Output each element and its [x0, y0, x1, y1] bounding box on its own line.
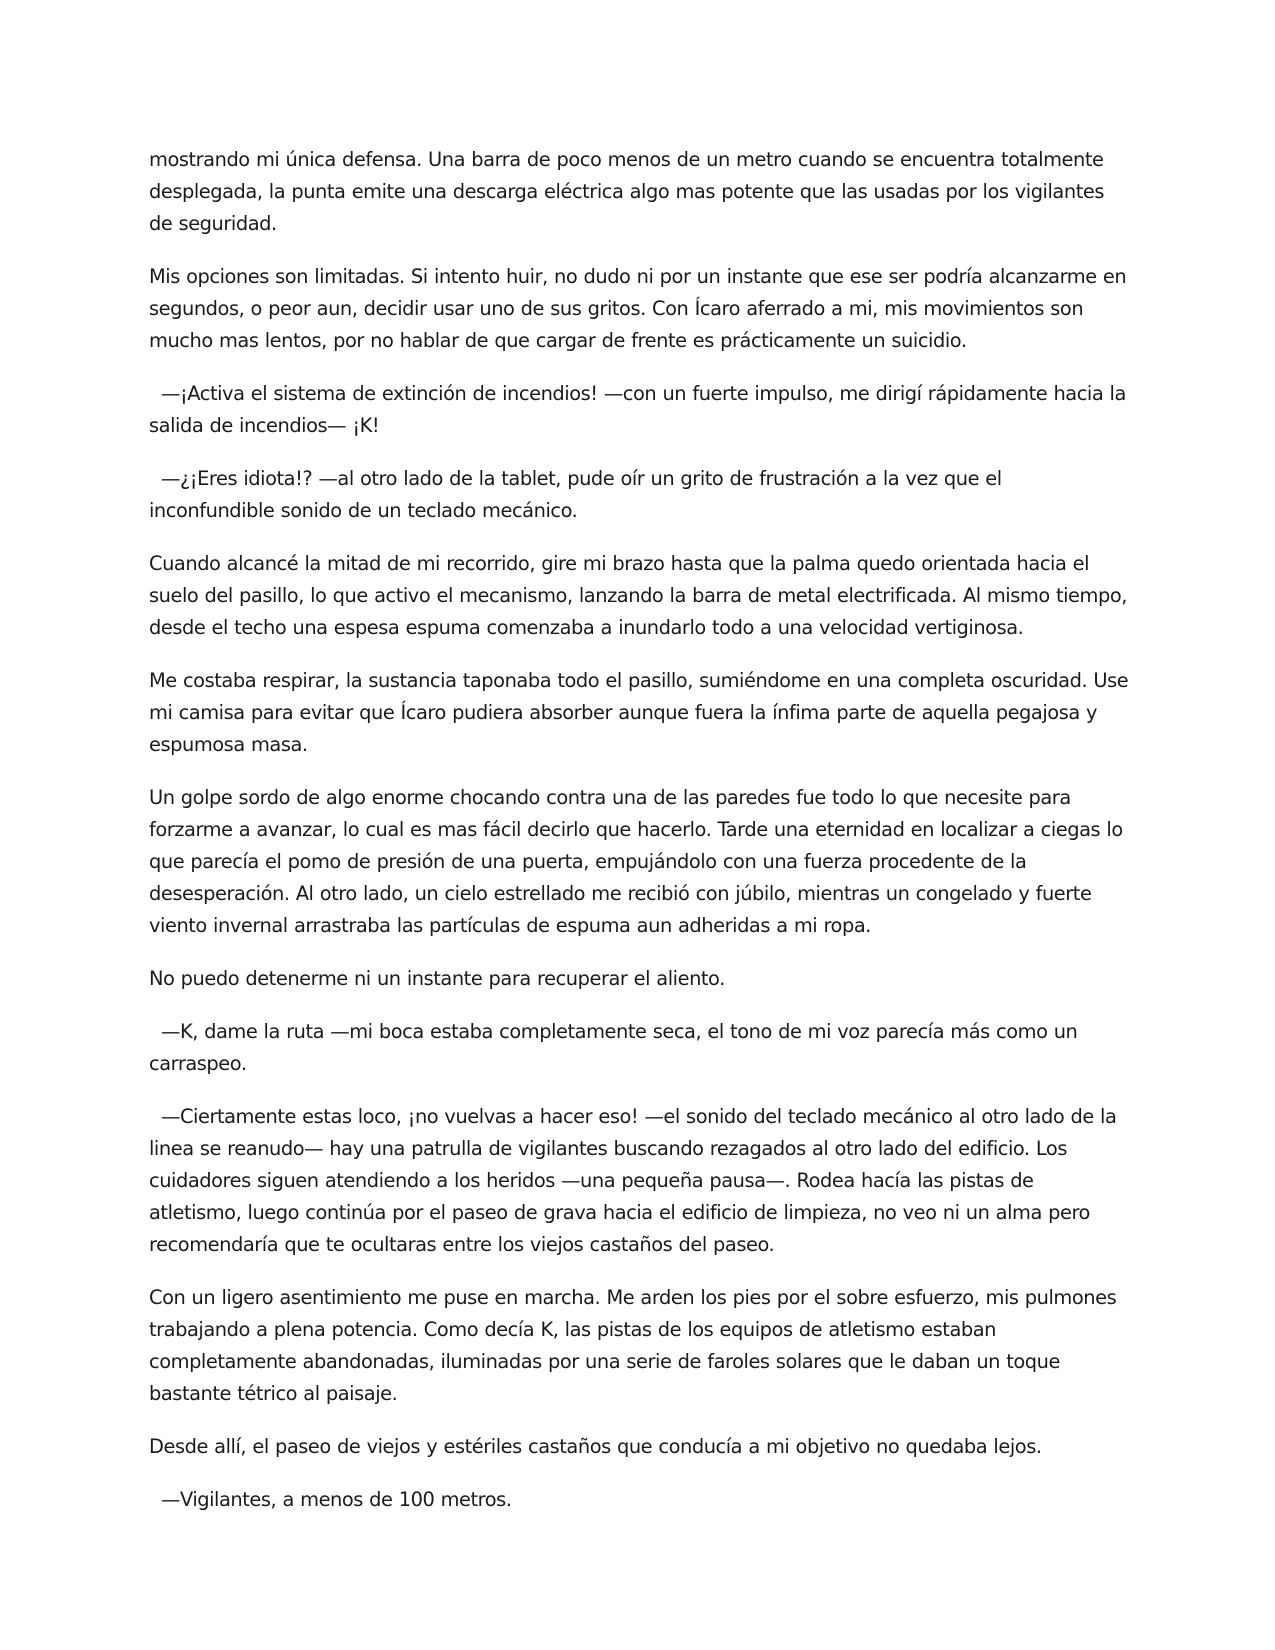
paragraph: Mis opciones son limitadas. Si intento huir, no dudo ni por un instante que ese ser podría alcanzarme en segundos, o peor aun, decidir usar uno de sus gritos. Con Ícaro aferrado a mi, mis movimientos son mucho mas lentos, por no hablar de que cargar de frente es prácticamente un suicidio. — [149, 265, 1127, 352]
paragraph: Desde allí, el paseo de viejos y estériles castaños que conducía a mi objetivo no quedaba lejos. — [149, 1435, 1042, 1458]
paragraph: mostrando mi única defensa. Una barra de poco menos de un metro cuando se encuentra totalmente desplegada, la punta emite una descarga eléctrica algo mas potente que las usadas por los vigilantes de seguridad. — [149, 148, 1104, 235]
paragraph: Cuando alcancé la mitad de mi recorrido, gire mi brazo hasta que la palma quedo orientada hacia el suelo del pasillo, lo que activo el mecanismo, lanzando la barra de metal electrificada. Al mismo tiempo, desde el techo una espesa espuma comenzaba a inundarlo todo a una velocidad vertiginosa. — [149, 552, 1127, 639]
dialogue-paragraph: —¡Activa el sistema de extinción de incendios! —con un fuerte impulso, me dirigí rápidamente hacia la salida de incendios— ¡K! — [149, 382, 1126, 437]
dialogue-paragraph: —K, dame la ruta —mi boca estaba completamente seca, el tono de mi voz parecía más como un carraspeo. — [149, 1020, 1078, 1075]
paragraph: Con un ligero asentimiento me puse en marcha. Me arden los pies por el sobre esfuerzo, mis pulmones trabajando a plena potencia. Como decía K, las pistas de los equipos de atletismo estaban completamente abandonadas, iluminadas por una serie de faroles solares que le daban un toque bastante tétrico al paisaje. — [149, 1286, 1117, 1405]
dialogue-paragraph: —Ciertamente estas loco, ¡no vuelvas a hacer eso! —el sonido del teclado mecánico al otro lado de la linea se reanudo— hay una patrulla de vigilantes buscando rezagados al otro lado del edificio. Los cuidadores siguen atendiendo a los heridos —una pequeña pausa—. Rodea hacía las pistas de atletismo, luego continúa por el paseo de grava hacia el edificio de limpieza, no veo ni un alma pero recomendaría que te ocultaras entre los viejos castaños del paseo. — [149, 1105, 1117, 1256]
dialogue-paragraph: —¿¡Eres idiota!? —al otro lado de la tablet, pude oír un grito de frustración a la vez que el inconfundible sonido de un teclado mecánico. — [149, 467, 1002, 522]
paragraph: Un golpe sordo de algo enorme chocando contra una de las paredes fue todo lo que necesite para forzarme a avanzar, lo cual es mas fácil decirlo que hacerlo. Tarde una eternidad en localizar a ciegas lo que parecía el pomo de presión de una puerta, empujándolo con una fuerza procedente de la desesperación. Al otro lado, un cielo estrellado me recibió con júbilo, mientras un congelado y fuerte viento invernal arrastraba las partículas de espuma aun adheridas a mi ropa. — [149, 786, 1123, 937]
paragraph: No puedo detenerme ni un instante para recuperar el aliento. — [149, 967, 725, 990]
paragraph: Me costaba respirar, la sustancia taponaba todo el pasillo, sumiéndome en una completa oscuridad. Use mi camisa para evitar que Ícaro pudiera absorber aunque fuera la ínfima parte de aquella pegajosa y espumosa masa. — [149, 669, 1129, 756]
dialogue-paragraph: —Vigilantes, a menos de 100 metros. — [161, 1488, 512, 1511]
body-text — [149, 144, 1129, 1537]
